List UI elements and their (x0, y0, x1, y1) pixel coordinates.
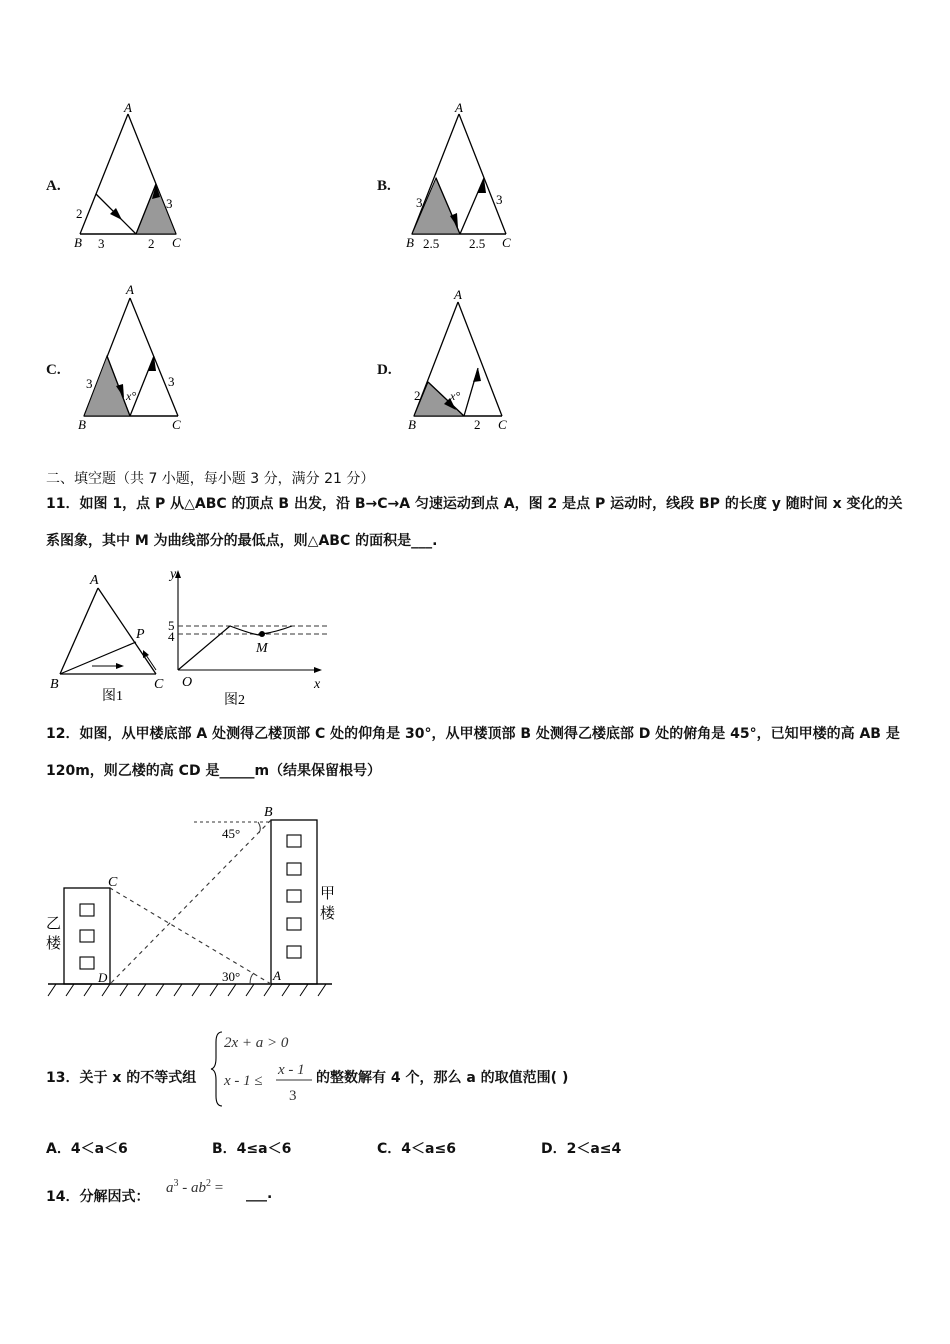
option-c-figure (72, 282, 192, 434)
choice-b[interactable]: B．4≤a＜6 (212, 1141, 292, 1157)
line-segment (178, 626, 230, 670)
point-d: D (98, 970, 108, 985)
point-a: A (273, 968, 281, 983)
building-yi-label-1: 乙 (46, 916, 62, 932)
brace (211, 1032, 222, 1106)
window (80, 930, 94, 942)
tick-label-5: 5 (168, 618, 175, 633)
side-ab (60, 588, 98, 674)
vertex-b: B (406, 235, 414, 250)
choice-d[interactable]: D．2＜a≤4 (541, 1141, 622, 1157)
side-ac (98, 588, 156, 674)
side-label: 2 (148, 236, 155, 251)
question-11-text: 11．如图 1，点 P 从△ABC 的顶点 B 出发，沿 B→C→A 匀速运动到点 A，图 2 是点 P 运动时，线段 BP 的长度 y 随时间 x 变化的关系图象，其中 M 为曲线部分的最低点，则△ABC 的面积是___. (46, 496, 903, 549)
inequality-system (212, 1028, 316, 1110)
vertex-c: C (154, 677, 164, 692)
y-axis-label: y (170, 567, 177, 582)
question-12-text: 12．如图，从甲楼底部 A 处测得乙楼顶部 C 处的仰角是 30°，从甲楼顶部 B 处测得乙楼底部 D 处的俯角是 45°，已知甲楼的高 AB 是 120m，则乙楼的高 CD 是_____m（结果保留根号） (46, 726, 900, 779)
expr-eq: = (211, 1180, 224, 1196)
option-c-label[interactable]: C. (46, 362, 61, 378)
q12-building-figure (44, 800, 344, 1014)
x-axis-arrow (314, 667, 322, 673)
side-label: 3 (166, 196, 173, 211)
section-title: 二、填空题（共 7 小题，每小题 3 分，满分 21 分） (46, 471, 375, 487)
arrow-head (143, 650, 149, 658)
window (80, 957, 94, 969)
angle-30-label: 30° (222, 969, 241, 984)
side-label: 2 (474, 417, 481, 432)
point-m-label: M (256, 641, 268, 656)
angle-arc-30 (250, 973, 254, 984)
vertex-a: A (126, 282, 134, 297)
angle-45-label: 45° (222, 826, 241, 841)
origin-label: O (182, 675, 193, 690)
figure-caption: 图2 (224, 693, 245, 708)
side-label: 2 (414, 388, 421, 403)
side-label: 2 (76, 206, 83, 221)
option-a-label[interactable]: A. (46, 178, 61, 194)
fraction-denominator: 3 (289, 1088, 297, 1104)
fraction-numerator: x - 1 (278, 1062, 305, 1078)
building-yi-label-2: 楼 (46, 936, 62, 952)
side-label: 3 (86, 376, 93, 391)
vertex-c: C (498, 417, 507, 432)
side-ab (80, 114, 128, 234)
expr-a: a (166, 1180, 174, 1196)
vertex-b: B (408, 417, 416, 432)
vertex-b: B (78, 417, 86, 432)
expr-exp2: 2 (206, 1178, 211, 1189)
option-b-label[interactable]: B. (377, 178, 391, 194)
tick-label-4: 4 (168, 629, 175, 644)
point-c: C (108, 875, 118, 890)
question-14-prefix: 14．分解因式： (46, 1189, 150, 1205)
option-a-figure (70, 100, 190, 252)
side-label: 3 (416, 195, 423, 210)
inequality-2-left: x - 1 ≤ (224, 1073, 263, 1089)
vertex-b: B (74, 235, 82, 250)
question-13-prefix: 13．关于 x 的不等式组 (46, 1070, 197, 1086)
expr-exp3: 3 (173, 1178, 179, 1189)
fold-line-right (460, 178, 484, 234)
factor-expression (166, 1178, 223, 1197)
point-b: B (264, 805, 273, 820)
window (287, 918, 301, 930)
window (287, 946, 301, 958)
arrow-head (116, 663, 124, 669)
q11-figure-2 (166, 562, 336, 708)
vertex-b: B (50, 677, 59, 692)
vertex-c: C (172, 235, 181, 250)
side-label: 3 (168, 374, 175, 389)
side-label: 3 (496, 192, 503, 207)
choice-c[interactable]: C．4＜a≤6 (377, 1141, 456, 1157)
question-13-suffix: 的整数解有 4 个，那么 a 的取值范围( ) (316, 1070, 569, 1086)
side-label: 2.5 (423, 236, 440, 251)
ground-hatching (48, 984, 326, 996)
window (287, 890, 301, 902)
side-ac (459, 114, 506, 234)
angle-label: x° (450, 389, 461, 403)
figure-caption: 图1 (102, 689, 123, 704)
vertex-a: A (454, 287, 462, 302)
inequality-1: 2x + a > 0 (224, 1035, 289, 1051)
building-jia-label-1: 甲 (320, 886, 336, 902)
fold-line-right (130, 356, 154, 416)
option-d-figure (402, 286, 522, 436)
window (80, 904, 94, 916)
window (287, 835, 301, 847)
point-m (259, 631, 265, 637)
answer-blank[interactable]: ___. (246, 1186, 273, 1202)
choice-a[interactable]: A．4＜a＜6 (46, 1141, 128, 1157)
option-d-label[interactable]: D. (377, 362, 392, 378)
side-ac (458, 302, 502, 416)
side-label: 3 (98, 236, 105, 251)
vertex-c: C (172, 417, 181, 432)
side-label: 2.5 (469, 236, 486, 251)
building-jia-label-2: 楼 (320, 906, 336, 922)
vertex-a: A (455, 100, 463, 115)
angle-label: x° (126, 389, 137, 403)
point-p: P (136, 627, 145, 642)
sight-line-bd (110, 820, 271, 984)
option-b-figure (402, 100, 522, 252)
expr-minus-ab: - ab (178, 1180, 206, 1196)
vertex-a: A (124, 100, 132, 115)
q11-figure-1 (46, 566, 166, 706)
vertex-a: A (90, 573, 99, 588)
vertex-c: C (502, 235, 511, 250)
x-axis-label: x (314, 677, 321, 692)
window (287, 863, 301, 875)
